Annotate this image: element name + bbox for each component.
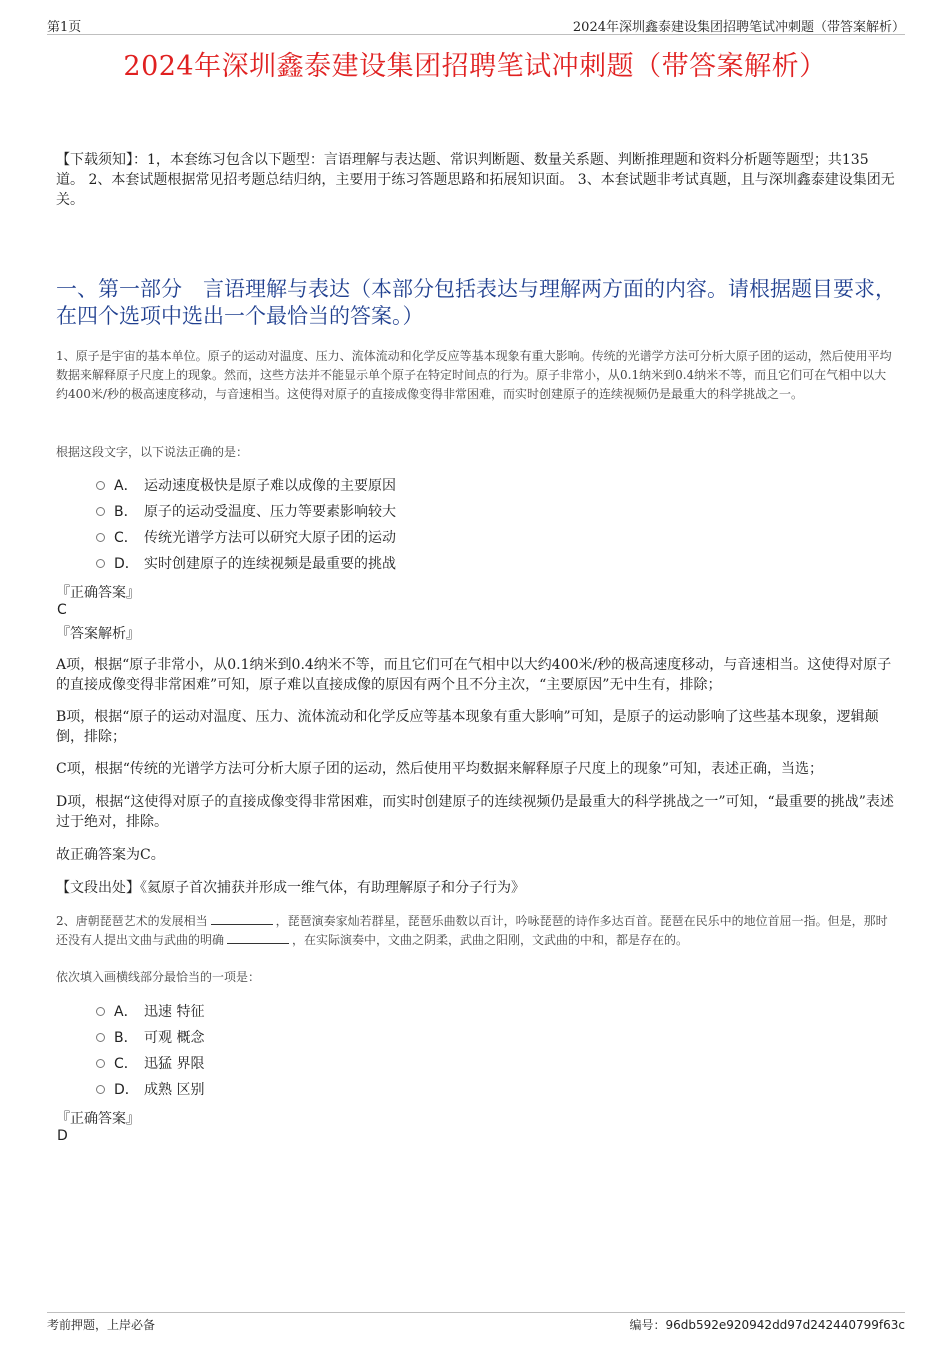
page-header [47, 14, 905, 35]
question-2-prompt: 依次填入画横线部分最恰当的一项是： [56, 970, 261, 984]
question-1-conclusion: 故正确答案为C。 [56, 847, 165, 863]
question-1-option-a[interactable]: A． 运动速度极快是原子难以成像的主要原因 [96, 476, 396, 496]
question-1-analysis-b: B项，根据“原子的运动对温度、压力、流体流动和化学反应等基本现象有重大影响”可知，是原子的运动影响了这些基本现象，逻辑颠倒，排除； [56, 709, 879, 745]
question-1-option-d[interactable]: D． 实时创建原子的连续视频是最重要的挑战 [96, 554, 396, 574]
question-2-answer: D [57, 1128, 68, 1144]
radio-icon[interactable] [96, 481, 105, 490]
question-1-source: 【文段出处】《氦原子首次捕获并形成一维气体，有助理解原子和分子行为》 [56, 880, 525, 896]
radio-icon[interactable] [96, 1085, 105, 1094]
radio-icon[interactable] [96, 1033, 105, 1042]
question-1-analysis-d: D项，根据“这使得对原子的直接成像变得非常困难，而实时创建原子的连续视频仍是最重大的科学挑战之一”可知，“最重要的挑战”表述过于绝对，排除。 [56, 794, 894, 830]
question-1-prompt: 根据这段文字，以下说法正确的是： [56, 445, 249, 459]
question-2-option-d[interactable]: D． 成熟 区别 [96, 1080, 204, 1100]
question-2-option-c[interactable]: C． 迅猛 界限 [96, 1054, 204, 1074]
section-heading: 一、第一部分 言语理解与表达（本部分包括表达与理解两方面的内容。请根据题目要求，在四个选项中选出一个最恰当的答案。） [56, 277, 896, 328]
radio-icon[interactable] [96, 559, 105, 568]
question-1-analysis-c: C项，根据“传统的光谱学方法可分析大原子团的运动，然后使用平均数据来解释原子尺度上的现象”可知，表述正确，当选； [56, 761, 824, 777]
footer-code: 编号：96db592e920942dd97d242440799f63c [629, 1318, 905, 1332]
footer-slogan: 考前押题，上岸必备 [47, 1318, 156, 1332]
fill-blank [211, 912, 273, 925]
question-2-option-b[interactable]: B． 可观 概念 [96, 1028, 204, 1048]
radio-icon[interactable] [96, 533, 105, 542]
radio-icon[interactable] [96, 1007, 105, 1016]
question-1-answer-label: 『正确答案』 [56, 585, 140, 601]
radio-icon[interactable] [96, 1059, 105, 1068]
page-title: 2024年深圳鑫泰建设集团招聘笔试冲刺题（带答案解析） [123, 51, 827, 82]
question-1-answer: C [57, 602, 67, 618]
question-1-analysis-a: A项，根据“原子非常小，从0.1纳米到0.4纳米不等，而且它们可在气相中以大约400米/秒的极高速度移动，与音速相当。这使得对原子的直接成像变得非常困难”可知，原子难以直接成像的原因有两个且不分主次，“主要原因”无中生有，排除； [56, 657, 892, 693]
radio-icon[interactable] [96, 507, 105, 516]
question-2-answer-label: 『正确答案』 [56, 1111, 140, 1127]
question-1-text: 1、原子是宇宙的基本单位。原子的运动对温度、压力、流体流动和化学反应等基本现象有重大影响。传统的光谱学方法可分析大原子团的运动，然后使用平均数据来解释原子尺度上的现象。然而，这些方法并不能显示单个原子在特定时间点的行为。原子非常小，从0.1纳米到0.4纳米不等，而且它们可在气相中以大约400米/秒的极高速度移动，与音速相当。这使得对原子的直接成像变得非常困难，而实时创建原子的连续视频仍是最重大的科学挑战之一。 [56, 349, 892, 401]
question-2-option-a[interactable]: A． 迅速 特征 [96, 1002, 204, 1022]
header-doc-title: 2024年深圳鑫泰建设集团招聘笔试冲刺题（带答案解析） [572, 20, 905, 35]
question-1-option-c[interactable]: C． 传统光谱学方法可以研究大原子团的运动 [96, 528, 396, 548]
fill-blank [227, 931, 289, 944]
question-1-option-b[interactable]: B． 原子的运动受温度、压力等要素影响较大 [96, 502, 396, 522]
question-2-text: 2、唐朝琵琶艺术的发展相当 ，琵琶演奏家灿若群星，琵琶乐曲数以百计，吟咏琵琶的诗作多达百首。琵琶在民乐中的地位首屈一指。但是，那时还没有人提出文曲与武曲的明确 ，在实际演奏中，文曲之阴柔，武曲之阳刚，文武曲的中和，都是存在的。 [56, 914, 888, 947]
page-footer [47, 1312, 905, 1337]
page-number: 第1页 [47, 20, 82, 35]
download-notice: 【下载须知】：1，本套练习包含以下题型：言语理解与表达题、常识判断题、数量关系题、判断推理题和资料分析题等题型；共135道。 2、本套试题根据常见招考题总结归纳，主要用于练习答题思路和拓展知识面。 3、本套试题非考试真题，且与深圳鑫泰建设集团无关。 [56, 152, 895, 208]
question-1-analysis-label: 『答案解析』 [56, 626, 140, 642]
